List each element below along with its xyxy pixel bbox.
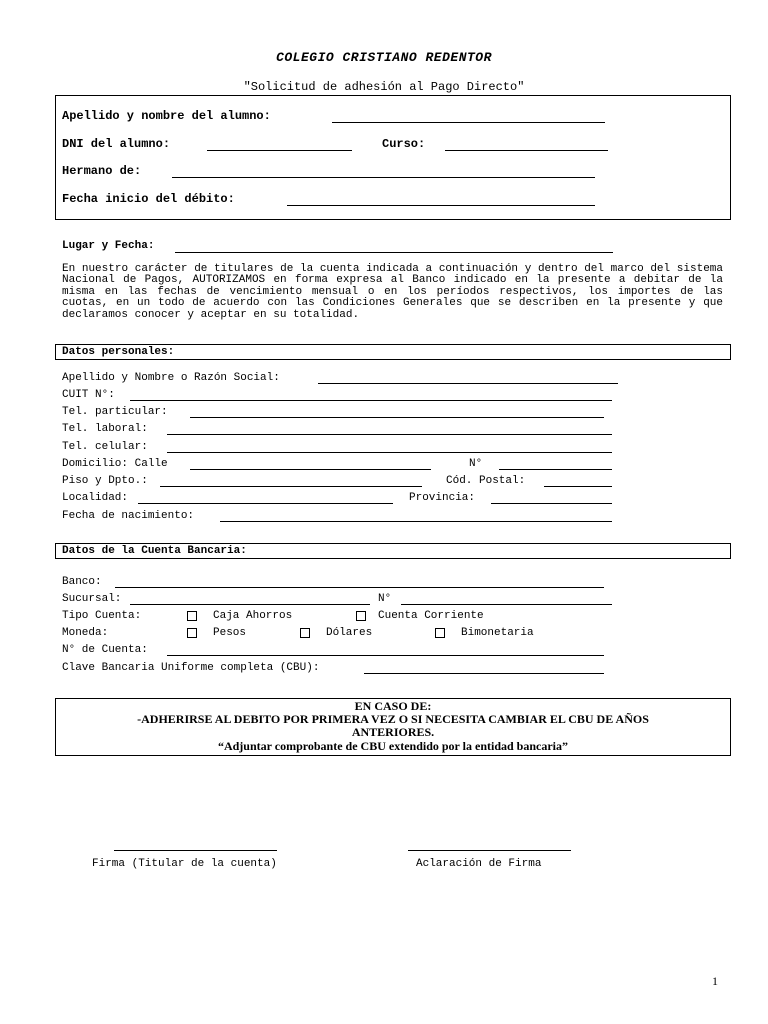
notice-line-4: “Adjuntar comprobante de CBU extendido por la entidad bancaria”	[217, 739, 569, 753]
tel-laboral-field[interactable]	[167, 434, 612, 435]
tel-particular-label: Tel. particular:	[62, 406, 168, 418]
firma-line[interactable]	[114, 850, 277, 851]
caja-ahorros-checkbox[interactable]	[187, 611, 197, 621]
tipo-cuenta-label: Tipo Cuenta:	[62, 610, 142, 622]
cbu-label: Clave Bancaria Uniforme completa (CBU):	[62, 662, 320, 674]
cuenta-corriente-checkbox[interactable]	[356, 611, 366, 621]
piso-dpto-label: Piso y Dpto.:	[62, 475, 148, 487]
student-dni-field[interactable]	[207, 150, 352, 151]
lugar-fecha-label: Lugar y Fecha:	[62, 240, 155, 252]
tel-laboral-label: Tel. laboral:	[62, 423, 148, 435]
provincia-field[interactable]	[491, 503, 612, 504]
lugar-fecha-field[interactable]	[175, 252, 613, 253]
document-title: COLEGIO CRISTIANO REDENTOR	[276, 50, 492, 65]
student-name-field[interactable]	[332, 122, 605, 123]
banco-field[interactable]	[115, 587, 604, 588]
notice-line-2: -ADHERIRSE AL DEBITO POR PRIMERA VEZ O SI NECESITA CAMBIAR EL CBU DE AÑOS	[137, 712, 649, 726]
notice-line-3: ANTERIORES.	[351, 725, 435, 739]
tel-particular-field[interactable]	[190, 417, 604, 418]
cuit-label: CUIT N°:	[62, 389, 115, 401]
personal-section-title: Datos personales:	[62, 346, 175, 358]
fecha-inicio-field[interactable]	[287, 205, 595, 206]
cuenta-corriente-label: Cuenta Corriente	[378, 610, 484, 622]
provincia-label: Provincia:	[409, 492, 476, 504]
moneda-label: Moneda:	[62, 627, 109, 639]
nacimiento-field[interactable]	[220, 521, 612, 522]
nacimiento-label: Fecha de nacimiento:	[62, 510, 195, 522]
razon-social-field[interactable]	[318, 383, 618, 384]
localidad-field[interactable]	[138, 503, 393, 504]
student-dni-label: DNI del alumno:	[62, 137, 171, 151]
nro-cuenta-label: N° de Cuenta:	[62, 644, 148, 656]
domicilio-label: Domicilio: Calle	[62, 458, 168, 470]
tel-celular-field[interactable]	[167, 452, 612, 453]
aclaracion-label: Aclaración de Firma	[416, 858, 542, 870]
cod-postal-field[interactable]	[544, 486, 612, 487]
caja-ahorros-label: Caja Ahorros	[213, 610, 293, 622]
bimonetaria-checkbox[interactable]	[435, 628, 445, 638]
page-number: 1	[712, 974, 718, 988]
domicilio-numero-label: N°	[469, 458, 483, 470]
firma-label: Firma (Titular de la cuenta)	[92, 858, 277, 870]
cuit-field[interactable]	[130, 400, 612, 401]
bimonetaria-label: Bimonetaria	[461, 627, 534, 639]
piso-dpto-field[interactable]	[160, 486, 422, 487]
dolares-label: Dólares	[326, 627, 373, 639]
sucursal-label: Sucursal:	[62, 593, 122, 605]
hermano-label: Hermano de:	[62, 164, 142, 178]
dolares-checkbox[interactable]	[300, 628, 310, 638]
tel-celular-label: Tel. celular:	[62, 441, 148, 453]
pesos-label: Pesos	[213, 627, 247, 639]
cbu-field[interactable]	[364, 673, 604, 674]
hermano-field[interactable]	[172, 177, 595, 178]
banco-label: Banco:	[62, 576, 102, 588]
fecha-inicio-label: Fecha inicio del débito:	[62, 192, 235, 206]
curso-label: Curso:	[382, 137, 426, 151]
nro-cuenta-field[interactable]	[167, 655, 604, 656]
curso-field[interactable]	[445, 150, 608, 151]
domicilio-field[interactable]	[190, 469, 431, 470]
domicilio-numero-field[interactable]	[499, 469, 612, 470]
document-subtitle: "Solicitud de adhesión al Pago Directo"	[243, 80, 525, 94]
aclaracion-line[interactable]	[408, 850, 571, 851]
notice-box	[55, 698, 731, 756]
razon-social-label: Apellido y Nombre o Razón Social:	[62, 372, 280, 384]
notice-line-1: EN CASO DE:	[354, 699, 432, 713]
sucursal-numero-label: N°	[378, 593, 392, 605]
cod-postal-label: Cód. Postal:	[446, 475, 526, 487]
bank-section-title: Datos de la Cuenta Bancaria:	[62, 545, 247, 557]
localidad-label: Localidad:	[62, 492, 129, 504]
authorization-paragraph: En nuestro carácter de titulares de la cuenta indicada a continuación y dentro del marco del sistema Nacional de Pagos, AUTORIZAMOS en forma expresa al Banco indicado en la presente a debitar de la misma en las fechas de vencimiento mensual o en los períodos respectivos, los importes de las cuotas, en un todo de acuerdo con las Condiciones Generales que se describen en la presente y que declaramos conocer y aceptar en su totalidad.	[62, 263, 723, 321]
student-name-label: Apellido y nombre del alumno:	[62, 109, 271, 123]
pesos-checkbox[interactable]	[187, 628, 197, 638]
sucursal-field[interactable]	[130, 604, 370, 605]
sucursal-numero-field[interactable]	[401, 604, 612, 605]
